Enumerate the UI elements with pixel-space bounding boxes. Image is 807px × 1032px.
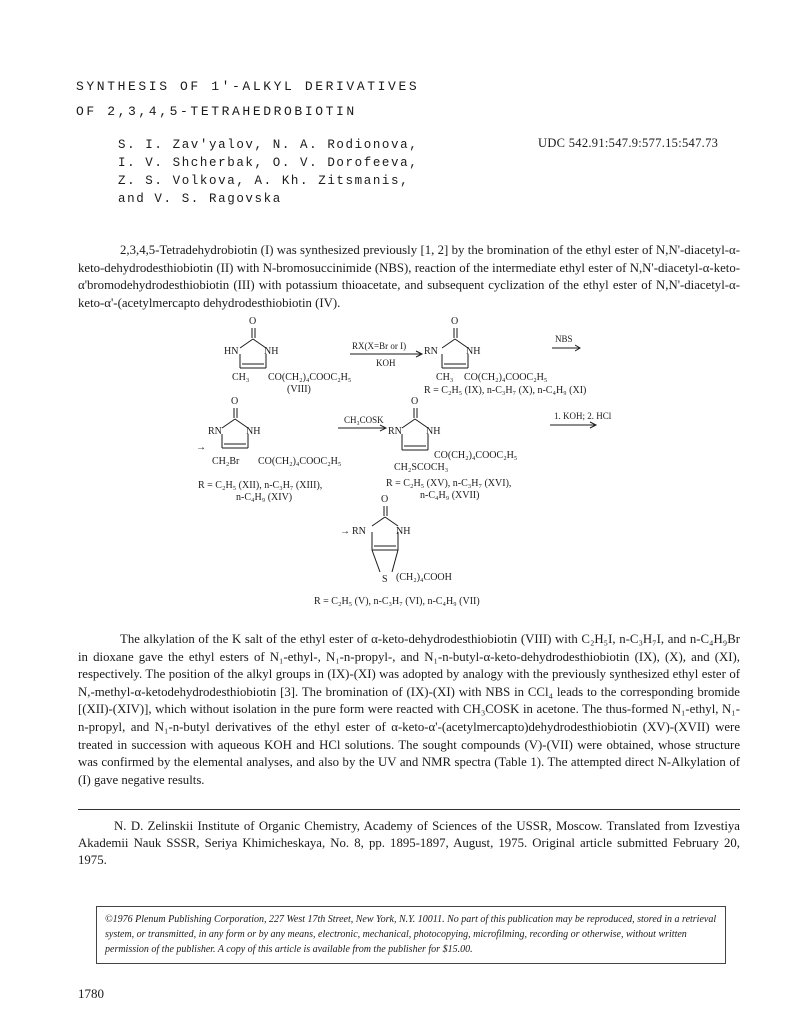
- article-title-line-1: SYNTHESIS OF 1'-ALKYL DERIVATIVES: [76, 79, 420, 94]
- intro-paragraph: 2,3,4,5-Tetradehydrobiotin (I) was synthesized previously [1, 2] by the bromination of the ethyl ester of N,N'-diacetyl-α-keto-dehydrodesthiobiotin (II) with N-bromosuccinimide (NBS), reaction of the intermediate ethyl ester of N,N'-diacetyl-α-keto-α'bromodehydrodesthiobiotin (III) with potassium thioacetate, and subsequent cyclization of the ethyl ester of N,N'-diacetyl-α-keto-α'-(acetylmercapto dehydrodesthiobiotin (IV).: [78, 243, 740, 310]
- scheme-ch2scoch3: CH₂SCOCH₃: [394, 462, 449, 473]
- scheme-atom-o: O: [231, 396, 239, 407]
- copyright-box: ©1976 Plenum Publishing Corporation, 227 West 17th Street, New York, N.Y. 10011. No part of this publication may be reproduced, stored in a retrieval system, or transmitted, in any form or by any means, electronic, mechanical, photocopying, microfilming, recording or otherwise, without written permission of the publisher. A copy of this article is available from the publisher for $15.00.: [96, 906, 726, 964]
- scheme-atom-hn: HN: [224, 346, 239, 357]
- scheme-atom-rn: RN: [208, 426, 222, 437]
- scheme-atom-o: O: [411, 396, 419, 407]
- scheme-r-xv-xvii-b: n-C₄H₉ (XVII): [420, 490, 480, 501]
- scheme-chain: CO(CH₂)₄COOC₂H₅: [434, 450, 518, 461]
- scheme-atom-nh: NH: [396, 526, 411, 537]
- scheme-reagent-final: 1. KOH; 2. HCl: [554, 411, 612, 421]
- author-line: I. V. Shcherbak, O. V. Dorofeeva,: [118, 156, 419, 170]
- scheme-atom-nh: NH: [466, 346, 481, 357]
- author-line: S. I. Zav'yalov, N. A. Rodionova,: [118, 138, 419, 152]
- affiliation-note: N. D. Zelinskii Institute of Organic Chemistry, Academy of Sciences of the USSR, Moscow. Translated from Izvestiya Akademii Nauk SSSR, Seriya Khimicheskaya, No. 8, pp. 1895-1897, August, 1975. Original article submitted February 20, 1975.: [78, 819, 740, 867]
- scheme-atom-rn: RN: [388, 426, 402, 437]
- scheme-r-xii-xiv-b: n-C₄H₉ (XIV): [236, 492, 293, 503]
- scheme-atom-nh: NH: [246, 426, 261, 437]
- scheme-chain: CO(CH₂)₄COOC₂H₅: [464, 372, 548, 383]
- scheme-atom-o: O: [249, 316, 257, 327]
- udc-code: UDC 542.91:547.9:577.15:547.73: [538, 136, 719, 150]
- scheme-atom-s: S: [382, 574, 388, 585]
- author-list: [118, 136, 418, 208]
- scheme-label-viii: (VIII): [287, 384, 311, 395]
- scheme-atom-nh: NH: [426, 426, 441, 437]
- scheme-ch2br: CH₂Br: [212, 456, 240, 467]
- scheme-r-v-vii: R = C₂H₅ (V), n-C₃H₇ (VI), n-C₄H₉ (VII): [314, 596, 480, 607]
- scheme-atom-rn: RN: [424, 346, 438, 357]
- article-title-line-2: OF 2,3,4,5-TETRAHEDROBIOTIN: [76, 104, 357, 119]
- scheme-atom-o: O: [451, 316, 459, 327]
- footnote-divider: [78, 809, 740, 810]
- scheme-r-xv-xvii-a: R = C₂H₅ (XV), n-C₃H₇ (XVI),: [386, 478, 512, 489]
- scheme-atom-rn: RN: [352, 526, 366, 537]
- scheme-reagent-rx: RX(X=Br or I): [352, 341, 407, 351]
- author-line: Z. S. Volkova, A. Kh. Zitsmanis,: [118, 174, 410, 188]
- scheme-ch3: CH₃: [232, 372, 250, 383]
- scheme-arrow-lead: →: [196, 442, 206, 453]
- scheme-reagent-ch3cosk: CH₃COSK: [344, 415, 384, 425]
- page-number: 1780: [78, 986, 104, 1001]
- scheme-r-xii-xiv-a: R = C₂H₅ (XII), n-C₃H₇ (XIII),: [198, 480, 323, 491]
- scheme-r-ix-xi: R = C₂H₅ (IX), n-C₃H₇ (X), n-C₄H₉ (XI): [424, 385, 587, 396]
- scheme-reagent-koh: KOH: [376, 358, 396, 368]
- scheme-atom-nh: NH: [264, 346, 279, 357]
- scheme-chain-acid: (CH₂)₄COOH: [396, 572, 452, 583]
- scheme-reagent-nbs: NBS: [555, 334, 573, 344]
- reaction-scheme: [150, 310, 660, 615]
- scheme-chain: CO(CH₂)₄COOC₂H₅: [258, 456, 342, 467]
- scheme-arrow-lead: →: [340, 526, 350, 537]
- body-paragraph: The alkylation of the K salt of the ethyl ester of α-keto-dehydrodesthiobiotin (VIII) with C₂H₅I, n-C₃H₇I, and n-C₄H₉Br in dioxane gave the ethyl esters of N₁-ethyl-, N₁-n-propyl-, and N₁-n-butyl-α-keto-dehydrodesthiobiotin (IX), (X), and (XI), respectively. The position of the alkyl groups in (IX)-(XI) was adopted by analogy with the previously synthesized ethyl ester of N,-methyl-α-ketodehydrodesthiobiotin [3]. The bromination of (IX)-(XI) with NBS in CCl₄ leads to the corresponding bromide [(XII)-(XIV)], which without isolation in the pure form were reacted with CH₃COSK in acetone. The thus-formed N₁-ethyl, N₁-n-propyl, and N₁-n-butyl derivatives of the ethyl ester of α-keto-α'-(acetylmercapto)dehydrodesthiobiotin (XV)-(XVII) were treated in succession with aqueous KOH and HCl solutions. The sought compounds (V)-(VII) were obtained, whose structure was confirmed by the elemental analyses, and also by the UV and NMR spectra (Table 1). The attempted direct N-Alkylation of (I) gave negative results.: [78, 632, 740, 787]
- scheme-atom-o: O: [381, 494, 389, 505]
- author-line: and V. S. Ragovska: [118, 192, 282, 206]
- scheme-ch3: CH₃: [436, 372, 454, 383]
- scheme-chain: CO(CH₂)₄COOC₂H₅: [268, 372, 352, 383]
